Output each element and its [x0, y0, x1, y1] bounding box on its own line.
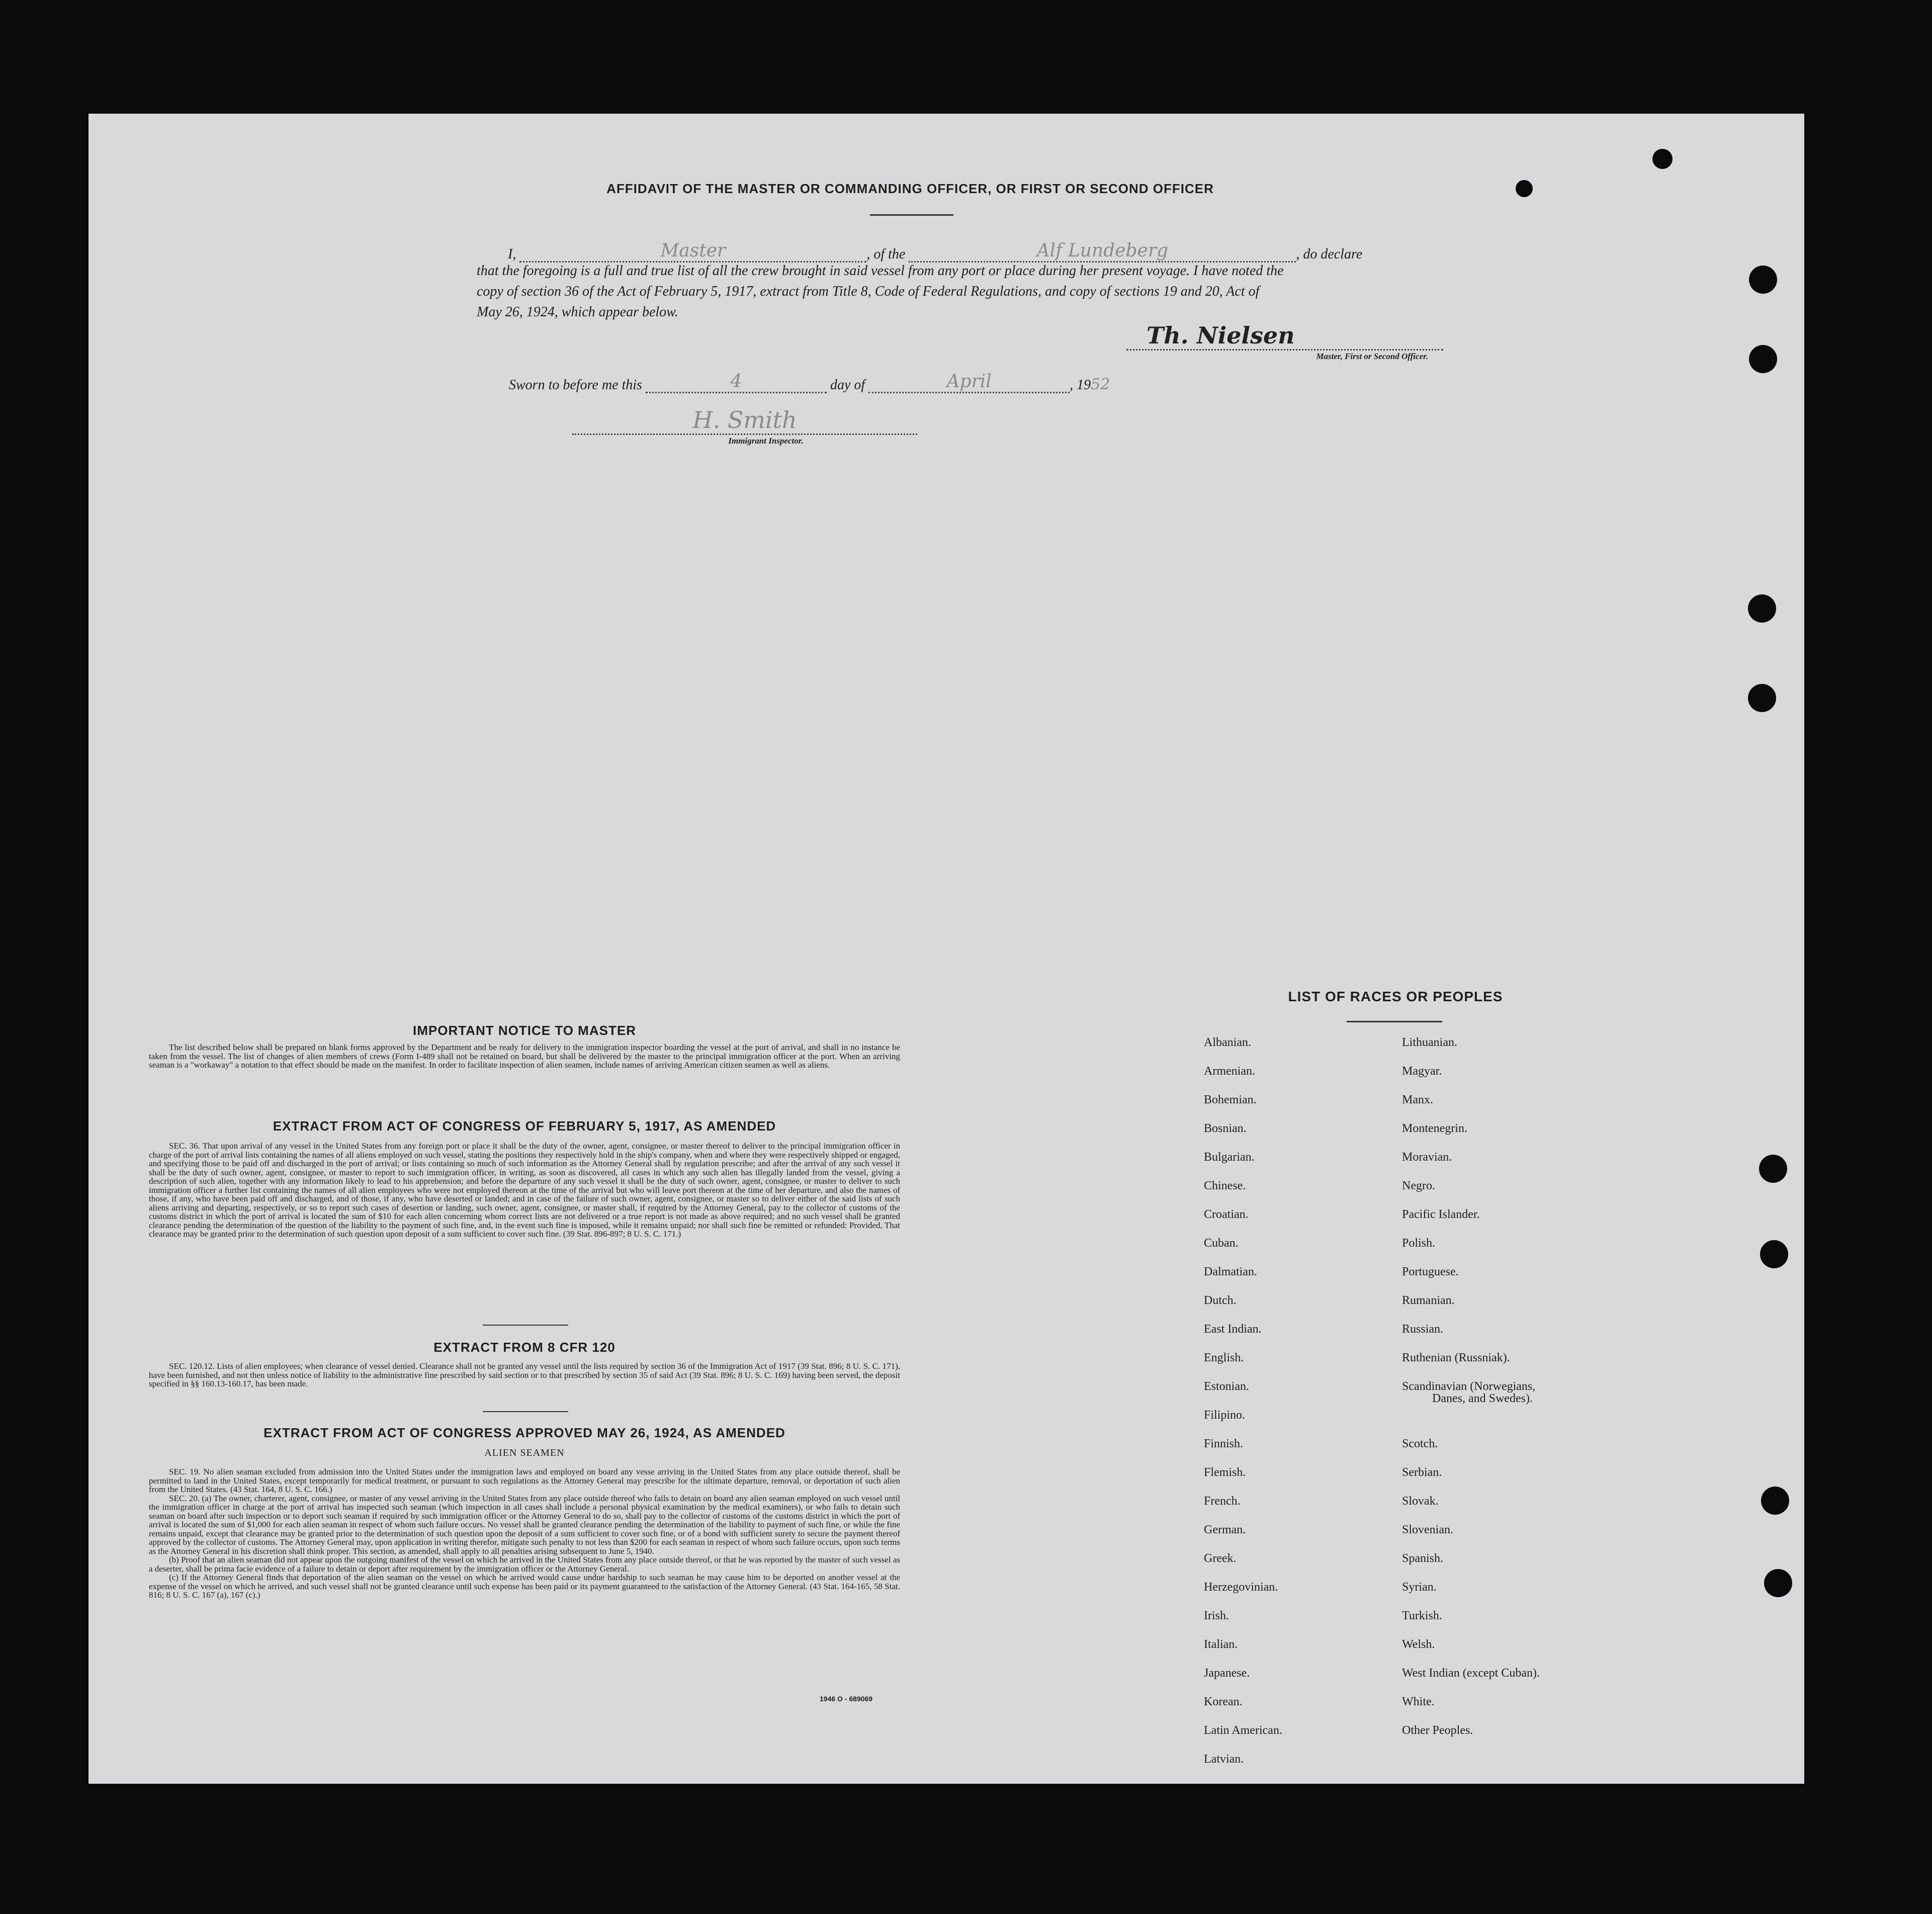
race-item: Negro.	[1402, 1179, 1435, 1192]
extract-1924-text	[149, 1467, 900, 1600]
extract-1917-text	[149, 1142, 900, 1239]
print-code: 1946 O - 689069	[820, 1695, 873, 1703]
alien-seamen-subtitle: ALIEN SEAMEN	[484, 1447, 565, 1458]
punch-hole	[1761, 1487, 1789, 1515]
sworn-line	[509, 371, 1110, 393]
race-item: Russian.	[1402, 1323, 1444, 1336]
section-divider	[483, 1325, 568, 1326]
race-item: Flemish.	[1204, 1466, 1246, 1479]
race-item: Syrian.	[1402, 1581, 1437, 1594]
race-item: Pacific Islander.	[1402, 1208, 1480, 1221]
race-item: Herzegovinian.	[1204, 1581, 1278, 1594]
race-item: Latvian.	[1204, 1753, 1244, 1766]
year-prefix-label: , 19	[1070, 377, 1091, 393]
role-handwritten-value: Master	[660, 240, 726, 261]
race-item: Bosnian.	[1204, 1122, 1247, 1135]
punch-hole	[1760, 1240, 1788, 1268]
race-item: Serbian.	[1402, 1466, 1442, 1479]
section-divider	[483, 1411, 568, 1412]
race-item: Spanish.	[1402, 1552, 1444, 1565]
notice-text	[149, 1043, 900, 1070]
race-item: Greek.	[1204, 1552, 1237, 1565]
inspector-caption: Immigrant Inspector.	[728, 436, 804, 446]
race-item: Turkish.	[1402, 1609, 1442, 1622]
race-item: Slovenian.	[1402, 1523, 1453, 1536]
affidavit-declaration-line	[508, 240, 1362, 263]
affidavit-text	[477, 260, 1427, 322]
race-item: Ruthenian (Russniak).	[1402, 1351, 1510, 1364]
race-item: Magyar.	[1402, 1065, 1442, 1078]
race-item: Chinese.	[1204, 1179, 1246, 1192]
affidavit-text-line: that the foregoing is a full and true list of all the crew brought in said vessel from any port or place during her present voyage. I have noted the	[477, 263, 1284, 279]
race-item: White.	[1402, 1695, 1435, 1708]
race-item: Japanese.	[1204, 1667, 1250, 1680]
inspector-signature: H. Smith	[692, 406, 797, 433]
race-item: Montenegrin.	[1402, 1122, 1467, 1135]
race-item: Manx.	[1402, 1093, 1433, 1106]
race-item: English.	[1204, 1351, 1244, 1364]
inspector-block	[572, 406, 919, 446]
races-left-column	[1204, 1036, 1405, 1780]
race-item: Dalmatian.	[1204, 1265, 1257, 1278]
vessel-handwritten-value: Alf Lundeberg	[1036, 240, 1169, 261]
extract-1917-title: EXTRACT FROM ACT OF CONGRESS OF FEBRUARY 5, 1917, AS AMENDED	[273, 1118, 776, 1134]
extract-1924-sec20b: (b) Proof that an alien seaman did not appear upon the outgoing manifest of the vessel on which he arrived in the United States from any place outside thereof, or that he was reported by the master of such vessel as a deserter, shall be prima facie evidence of a failure to detain or deport after requirement by the immigration officer or the Attorney General.	[149, 1555, 900, 1574]
punch-hole	[1764, 1569, 1792, 1597]
race-item: Dutch.	[1204, 1294, 1237, 1307]
punch-hole	[1749, 345, 1777, 373]
extract-cfr-paragraph: SEC. 120.12. Lists of alien employees; when clearance of vessel denied. Clearance shall not be granted any vessel until the lists required by section 36 of the Immigration Act of 1917 (39 Stat. 896; 8 U. S. C. 171), have been furnished, and not then unless notice of liability to the administrative fine prescribed by said section or to that prescribed by section 35 of said Act (39 Stat. 896; 8 U. S. C. 169) having been served, the deposit specified in §§ 160.13-160.17, has been made.	[149, 1361, 900, 1388]
signature-block	[1126, 322, 1428, 362]
sworn-label: Sworn to before me this	[509, 377, 642, 393]
race-item: Bohemian.	[1204, 1093, 1257, 1106]
extract-1924-sec20c: (c) If the Attorney General finds that deportation of the alien seaman on the vessel on which he arrived would cause undue hardship to such seaman he may cause him to be deported on another vessel at the expense of the vessel on which he arrived, and such vessel shall not be granted clearance until such expense has been paid or its payment guaranteed to the satisfaction of the Attorney General. (43 Stat. 164-165, 58 Stat. 816; 8 U. S. C. 167 (a), 167 (c).)	[149, 1573, 900, 1600]
prefix-label: I,	[508, 246, 516, 262]
punch-hole	[1749, 266, 1777, 294]
do-declare-label: , do declare	[1296, 246, 1363, 262]
races-title: LIST OF RACES OR PEOPLES	[1288, 989, 1503, 1004]
day-handwritten-value: 4	[730, 371, 742, 392]
race-item: Filipino.	[1204, 1409, 1246, 1422]
race-item: French.	[1204, 1495, 1241, 1508]
of-the-label: , of the	[866, 246, 906, 262]
extract-1924-sec19: SEC. 19. No alien seaman excluded from admission into the United States under the immigration laws and employed on board any vesse arriving in the United States from any place outside thereof, shall be permitted to land in the United States, except temporarily for medical treatment, or pursuant to such regulations as the Attorney General may prescribe for the ultimate departure, removal, or deportation of such alien from the United States. (43 Stat. 164, 8 U. S. C. 166.)	[149, 1467, 900, 1494]
day-of-label: day of	[830, 377, 865, 393]
race-item: Moravian.	[1402, 1151, 1452, 1164]
race-item: Bulgarian.	[1204, 1151, 1255, 1164]
race-item: Danes, and Swedes).	[1432, 1392, 1533, 1405]
race-item: Finnish.	[1204, 1437, 1244, 1450]
extract-cfr-title: EXTRACT FROM 8 CFR 120	[433, 1340, 616, 1355]
race-item: Slovak.	[1402, 1495, 1439, 1508]
month-handwritten-value: April	[946, 371, 992, 392]
year-handwritten-value: 52	[1091, 376, 1110, 393]
race-item: Italian.	[1204, 1638, 1238, 1651]
notice-title: IMPORTANT NOTICE TO MASTER	[413, 1023, 636, 1038]
race-item: Albanian.	[1204, 1036, 1251, 1049]
race-item: Portuguese.	[1402, 1265, 1459, 1278]
race-item: Lithuanian.	[1402, 1036, 1457, 1049]
title-underline	[870, 214, 953, 216]
punch-hole	[1516, 180, 1533, 197]
race-item: Irish.	[1204, 1609, 1229, 1622]
race-item: Croatian.	[1204, 1208, 1249, 1221]
extract-cfr-text	[149, 1362, 900, 1388]
extract-1924-title: EXTRACT FROM ACT OF CONGRESS APPROVED MAY 26, 1924, AS AMENDED	[264, 1425, 785, 1440]
punch-hole	[1748, 684, 1776, 712]
race-item: East Indian.	[1204, 1323, 1262, 1336]
race-item: Estonian.	[1204, 1380, 1249, 1393]
races-title-underline	[1347, 1021, 1442, 1022]
race-item: Scandinavian (Norwegians,	[1402, 1380, 1536, 1393]
race-item: Welsh.	[1402, 1638, 1435, 1651]
punch-hole	[1652, 149, 1673, 169]
affidavit-title: AFFIDAVIT OF THE MASTER OR COMMANDING OFFICER, OR FIRST OR SECOND OFFICER	[606, 181, 1214, 196]
affidavit-text-line: copy of section 36 of the Act of February 5, 1917, extract from Title 8, Code of Federal Regulations, and copy of sections 19 and 20, Act of	[477, 284, 1260, 299]
master-signature: Th. Nielsen	[1147, 322, 1295, 349]
race-item: Other Peoples.	[1402, 1724, 1473, 1737]
extract-1917-paragraph: SEC. 36. That upon arrival of any vessel in the United States from any foreign port or place it shall be the duty of the owner, agent, consignee, or master thereof to deliver to the principal immigration officer in charge of the port of arrival lists containing the names of all aliens employed on such vessel, stating the positions they respectively hold in the ship's company, when and where they were respectively shipped or engaged, and specifying those to be paid off and discharged in the port of arrival; or lists containing so much of such information as the Attorney General shall by regulation prescribe; and after the arrival of any such vessel it shall be the duty of such owner, agent, consignee, or master to report to such immigration officer, in writing, as soon as discovered, all cases in which any such alien has illegally landed from the vessel, giving a description of such alien, together with any information likely to lead to his apprehension; and before the departure of any such vessel it shall be the duty of such owner, agent, consignee, or master to deliver to such immigration officer a further list containing the names of all alien employees who were not employed thereon at the time of the arrival but who will leave port thereon at the time of her departure, and also the names of those, if any, who have been paid off and discharged, and of those, if any, who have deserted or landed; and in case of the failure of such owner, agent, consignee, or master so to deliver either of the said lists of such aliens arriving and departing, respectively, or so to report such cases of desertion or landing, such owner, agent, consignee, or master shall, if required by the Attorney General, pay to the collector of customs of the customs district in which the port of arrival is located the sum of $10 for each alien concerning whom correct lists are not delivered or a true report is not made as above required; and no such vessel shall be granted clearance pending the determination of the question of the liability to the payment of such fine, and, in the event such fine is imposed, while it remains unpaid; nor shall such fine be remitted or refunded: Provided, That clearance may be granted prior to the determination of such question upon deposit of a sum sufficient to cover such fine. (39 Stat. 896-897; 8 U. S. C. 171.)	[149, 1141, 900, 1239]
race-item: Scotch.	[1402, 1437, 1438, 1450]
extract-1924-sec20a: SEC. 20. (a) The owner, charterer, agent, consignee, or master of any vessel arriving in the United States from any place outside thereof who fails to detain on board any alien seaman employed on such vessel until the immigration officer in charge at the port of arrival has inspected such seaman (which inspection in all cases shall include a personal physical examination by the medical examiners), or who fails to detain such seaman on board after such inspection or to deport such seaman if required by such immigration officer or the Attorney General to do so, shall pay to the collector of customs of the customs district in which the port of arrival is located the sum of $1,000 for each alien seaman in respect of whom such failure occurs. No vessel shall be granted clearance pending the determination of the liability to payment of such fine, or while the fine remains unpaid, except that clearance may be granted prior to the determination of such question upon the deposit of a sum sufficient to cover such fine, or of a bond with sufficient surety to secure the payment thereof approved by the collector of customs. The Attorney General may, upon application in writing therefor, mitigate such penalty to not less than $200 for each seaman in respect of whom such failure occurs, upon such terms as the Attorney General in his discretion shall think proper. This section, as amended, shall apply to all penalties arising subsequent to June 5, 1940.	[149, 1493, 900, 1556]
races-right-column	[1402, 1036, 1653, 1760]
notice-paragraph: The list described below shall be prepared on blank forms approved by the Department and be ready for delivery to the immigration inspector boarding the vessel at the port of arrival, and shall in no instance be taken from the vessel. The list of changes of alien members of crews (Form I-489 shall not be retained on board, but shall be delivered by the master to the principal immigration officer at the port. When an arriving seaman is a "workaway" a notation to that effect should be made on the manifest. In order to facilitate inspection of alien seamen, include names of arriving American citizen seamen as well as aliens.	[149, 1042, 900, 1070]
race-item: Polish.	[1402, 1237, 1436, 1250]
race-item: Korean.	[1204, 1695, 1243, 1708]
race-item: Rumanian.	[1402, 1294, 1455, 1307]
race-item: Armenian.	[1204, 1065, 1255, 1078]
affidavit-text-line: May 26, 1924, which appear below.	[477, 304, 678, 320]
signature-caption: Master, First or Second Officer.	[1316, 352, 1428, 361]
punch-hole	[1748, 594, 1776, 623]
race-item: West Indian (except Cuban).	[1402, 1667, 1540, 1680]
race-item: Latin American.	[1204, 1724, 1282, 1737]
race-item: German.	[1204, 1523, 1246, 1536]
race-item: Cuban.	[1204, 1237, 1239, 1250]
punch-hole	[1759, 1155, 1787, 1183]
